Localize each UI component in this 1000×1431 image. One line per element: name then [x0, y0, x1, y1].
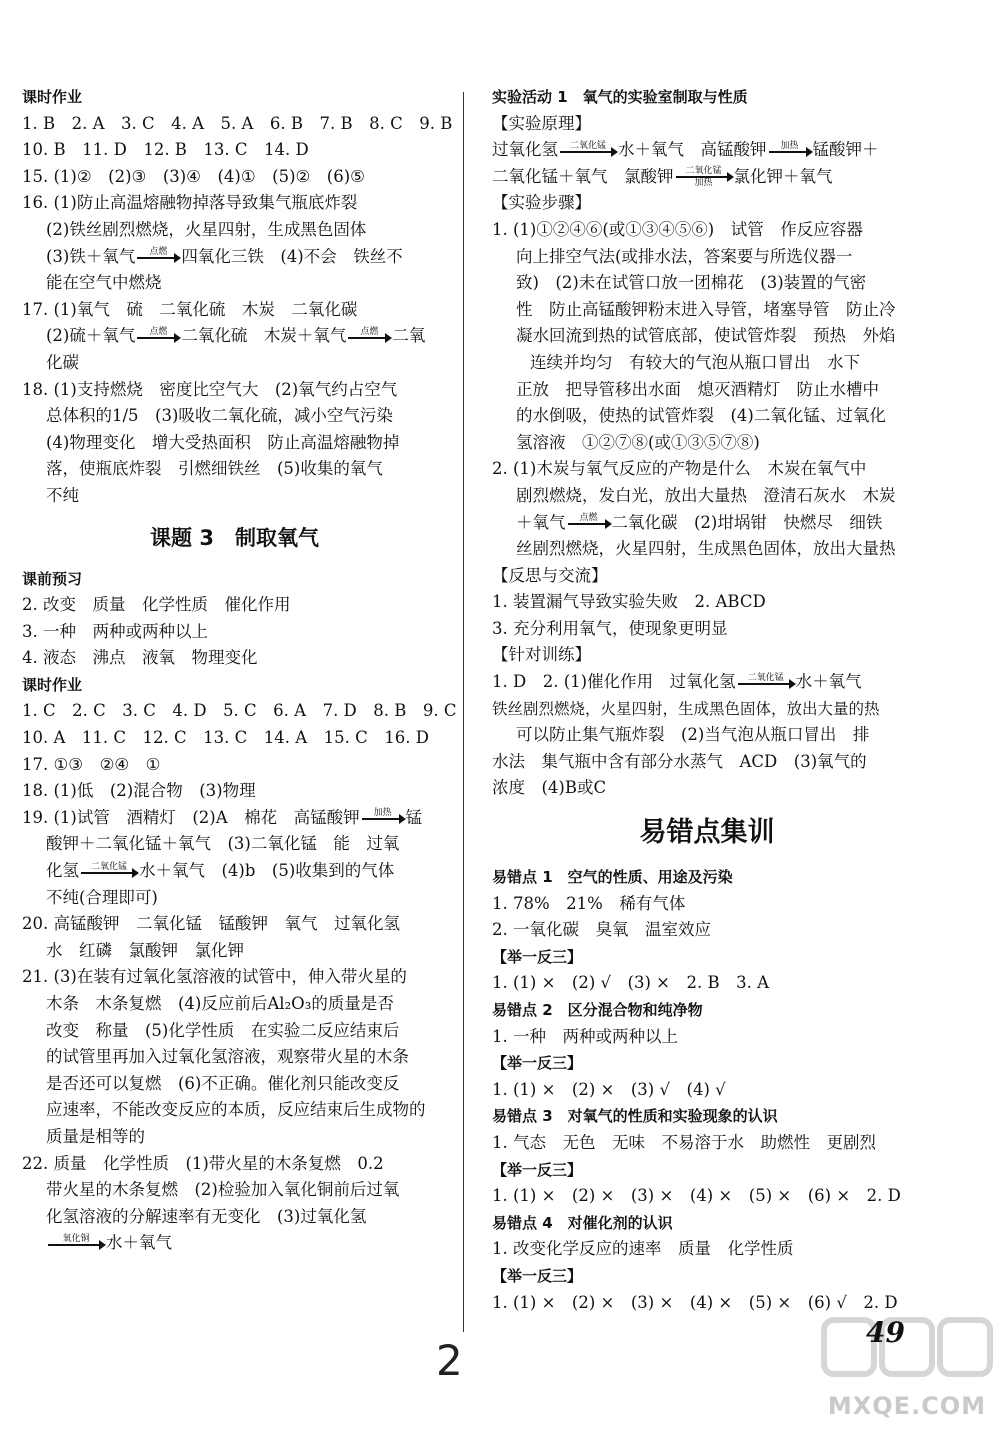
- section-label: 课时作业: [22, 88, 83, 106]
- answer-line: (2)铁丝剧烈燃烧，火星四射，生成黑色固体: [46, 219, 367, 239]
- answer-line: 的水倒吸，使热的试管炸裂 (4)二氧化锰、过氧化: [516, 406, 886, 426]
- answer-line: 2. (1)木炭与氧气反应的产物是什么 木炭在氧气中: [492, 459, 867, 479]
- answer-line: 17. (1)氧气 硫 二氧化硫 木炭 二氧化碳: [22, 299, 358, 319]
- answer-line: 3. 一种 两种或两种以上: [22, 621, 208, 641]
- answer-line: 酸钾＋二氧化锰＋氧气 (3)二氧化锰 能 过氧: [46, 834, 400, 854]
- equation-line: 化氢 二氧化锰 水＋氧气 (4)b (5)收集到的气体: [46, 861, 395, 881]
- reaction-arrow: 加热: [362, 808, 404, 820]
- answer-line: 2. 一氧化碳 臭氧 温室效应: [492, 920, 711, 940]
- bracket-heading: 【针对训练】: [492, 645, 591, 665]
- answer-line: 改变 称量 (5)化学性质 在实验二反应结束后: [46, 1020, 400, 1040]
- answer-line: 1. 一种 两种或两种以上: [492, 1026, 678, 1046]
- section-label: 易错点 1 空气的性质、用途及污染: [492, 868, 733, 887]
- answer-line: 1. 装置漏气导致实验失败 2. ABCD: [492, 592, 766, 612]
- bracket-heading: 【举一反三】: [492, 1160, 583, 1179]
- section-label: 易错点 2 区分混合物和纯净物: [492, 1001, 703, 1019]
- equation-line: (3)铁＋氧气 点燃 四氧化三铁 (4)不会 铁丝不: [46, 246, 403, 266]
- answer-line: 正放 把导管移出水面 熄灭酒精灯 防止水槽中: [516, 379, 879, 399]
- answer-line: 不纯(合理即可): [46, 887, 158, 907]
- answer-line: 21. (3)在装有过氧化氢溶液的试管中，伸入带火星的: [22, 967, 407, 987]
- reaction-arrow: 点燃: [137, 327, 179, 339]
- answer-line: 10. A 11. C 12. C 13. C 14. A 15. C 16. D: [22, 728, 429, 748]
- section-label: 易错点 3 对氧气的性质和实验现象的认识: [492, 1107, 778, 1126]
- equation-line: 二氧化锰＋氧气 氯酸钾 二氧化锰 加热 氯化钾＋氧气: [492, 166, 833, 189]
- right-column: [492, 84, 922, 1316]
- answer-line: 带火星的木条复燃 (2)检验加入氧化铜前后过氧: [46, 1180, 400, 1200]
- equation-line: ＋氧气 点燃 二氧化碳 (2)坩埚钳 快燃尽 细铁: [516, 512, 883, 532]
- answer-line: 的试管里再加入过氧化氢溶液，观察带火星的木条: [46, 1047, 409, 1067]
- answer-line: 1. (1) × (2) × (3) × (4) × (5) × (6) × 2. D: [492, 1186, 901, 1206]
- answer-line: 丝剧烈燃烧，火星四射，生成黑色固体，放出大量热: [516, 539, 896, 559]
- section-title: 易错点集训: [639, 817, 775, 849]
- reaction-arrow: 二氧化锰: [81, 862, 137, 874]
- answer-line: 1. (1) × (2) √ (3) × 2. B 3. A: [492, 973, 770, 993]
- answer-line: (4)物理变化 增大受热面积 防止高温熔融物掉: [46, 432, 400, 452]
- answer-line: 18. (1)低 (2)混合物 (3)物理: [22, 781, 256, 801]
- equation-line: 19. (1)试管 酒精灯 (2)A 棉花 高锰酸钾 加热 锰: [22, 807, 423, 827]
- answer-line: 质量是相等的: [46, 1126, 145, 1146]
- column-divider: [463, 92, 464, 1332]
- reaction-arrow: 点燃: [137, 247, 179, 259]
- answer-line: 能在空气中燃烧: [46, 273, 162, 293]
- answer-line: 剧烈燃烧，发白光，放出大量热 澄清石灰水 木炭: [516, 485, 896, 505]
- bracket-heading: 【实验步骤】: [492, 193, 591, 213]
- answer-line: 可以防止集气瓶炸裂 (2)当气泡从瓶口冒出 排: [516, 725, 870, 745]
- answer-line: 应速率，不能改变反应的本质，反应结束后生成物的: [46, 1100, 426, 1120]
- answer-line: 1. (1)①②④⑥(或①③④⑤⑥) 试管 作反应容器: [492, 219, 863, 239]
- answer-line: 向上排空气法(或排水法，答案要与所选仪器一: [516, 246, 853, 266]
- answer-line: 20. 高锰酸钾 二氧化锰 锰酸钾 氧气 过氧化氢: [22, 914, 400, 934]
- answer-line: 16. (1)防止高温熔融物掉落导致集气瓶底炸裂: [22, 193, 358, 213]
- reaction-arrow: 点燃: [348, 327, 390, 339]
- answer-line: 3. 充分利用氧气，使现象更明显: [492, 618, 728, 638]
- answer-line: 木条 木条复燃 (4)反应前后Al₂O₃的质量是否: [46, 994, 394, 1013]
- answer-line: 化碳: [46, 352, 79, 372]
- answer-line: 1. 改变化学反应的速率 质量 化学性质: [492, 1239, 794, 1259]
- answer-line: 2. 改变 质量 化学性质 催化作用: [22, 595, 291, 615]
- answer-line: 浓度 (4)B或C: [492, 778, 607, 798]
- bracket-heading: 【举一反三】: [492, 1266, 583, 1285]
- page-number: 49: [866, 1316, 905, 1349]
- section-label: 实验活动 1 氧气的实验室制取与性质: [492, 88, 748, 106]
- answer-line: 落，使瓶底炸裂 引燃细铁丝 (5)收集的氧气: [46, 459, 383, 479]
- answer-line: 铁丝剧烈燃烧，火星四射，生成黑色固体，放出大量的热: [492, 699, 880, 718]
- answer-line: 不纯: [46, 485, 79, 505]
- bracket-heading: 【实验原理】: [492, 113, 591, 133]
- answer-line: 1. (1) × (2) × (3) √ (4) √: [492, 1079, 726, 1099]
- answer-line: 22. 质量 化学性质 (1)带火星的木条复燃 0.2: [22, 1153, 384, 1173]
- reaction-arrow: 二氧化锰: [738, 673, 794, 685]
- reaction-arrow: 氧化铜: [48, 1234, 104, 1246]
- answer-line: 1. 气态 无色 无味 不易溶于水 助燃性 更剧烈: [492, 1132, 876, 1152]
- bracket-heading: 【反思与交流】: [492, 565, 608, 585]
- answer-line: 性 防止高锰酸钾粉末进入导管，堵塞导管 防止冷: [516, 299, 896, 319]
- answer-line: 凝水回流到热的试管底部，使试管炸裂 预热 外焰: [516, 326, 896, 346]
- answer-line: 1. B 2. A 3. C 4. A 5. A 6. B 7. B 8. C 9. B: [22, 113, 453, 133]
- answer-line: 1. 78% 21% 稀有气体: [492, 893, 686, 913]
- equation-line: 氧化铜 水＋氧气: [22, 1230, 447, 1257]
- answer-line: 1. (1) × (2) × (3) × (4) × (5) × (6) √ 2. D: [492, 1292, 898, 1312]
- section-label: 易错点 4 对催化剂的认识: [492, 1213, 673, 1232]
- handwritten-mark: 2: [436, 1336, 463, 1385]
- equation-line: 过氧化氢 二氧化锰 水＋氧气 高锰酸钾 加热 锰酸钾＋: [492, 140, 879, 160]
- answer-line: 15. (1)② (2)③ (3)④ (4)① (5)② (6)⑤: [22, 166, 365, 186]
- answer-line: 总体积的1/5 (3)吸收二氧化硫，减小空气污染: [46, 406, 393, 426]
- answer-line: 致) (2)未在试管口放一团棉花 (3)装置的气密: [516, 273, 867, 293]
- left-column: [22, 84, 457, 1257]
- answer-line: 18. (1)支持燃烧 密度比空气大 (2)氧气约占空气: [22, 379, 398, 399]
- answer-line: 1. C 2. C 3. C 4. D 5. C 6. A 7. D 8. B 9. C: [22, 701, 457, 721]
- answer-line: 连续并均匀 有较大的气泡从瓶口冒出 水下: [530, 352, 860, 372]
- reaction-arrow: 加热: [769, 141, 811, 153]
- answer-line: 氢溶液 ①②⑦⑧(或①③⑤⑦⑧): [516, 432, 760, 452]
- answer-line: 水法 集气瓶中含有部分水蒸气 ACD (3)氧气的: [492, 751, 867, 771]
- bracket-heading: 【举一反三】: [492, 947, 583, 966]
- section-label: 课时作业: [22, 675, 83, 694]
- reaction-arrow: 点燃: [568, 513, 610, 525]
- reaction-arrow: 二氧化锰 加热: [676, 166, 732, 188]
- answer-line: 水 红磷 氯酸钾 氯化钾: [46, 940, 244, 960]
- section-title: 课题 3 制取氧气: [150, 525, 319, 550]
- answer-line: 是否还可以复燃 (6)不正确。催化剂只能改变反: [46, 1073, 400, 1093]
- watermark-text: MXQE.COM: [827, 1392, 987, 1420]
- bracket-heading: 【举一反三】: [492, 1054, 583, 1073]
- reaction-arrow: 二氧化锰: [560, 141, 616, 153]
- equation-line: (2)硫＋氧气 点燃 二氧化硫 木炭＋氧气 点燃 二氧: [46, 326, 426, 346]
- answer-line: 17. ①③ ②④ ①: [22, 754, 161, 774]
- answer-line: 4. 液态 沸点 液氧 物理变化: [22, 648, 258, 668]
- answer-line: 10. B 11. D 12. B 13. C 14. D: [22, 140, 309, 160]
- section-label: 课前预习: [22, 569, 83, 588]
- answer-line: 化氢溶液的分解速率有无变化 (3)过氧化氢: [46, 1206, 367, 1226]
- equation-line: 1. D 2. (1)催化作用 过氧化氢 二氧化锰 水＋氧气: [492, 672, 862, 692]
